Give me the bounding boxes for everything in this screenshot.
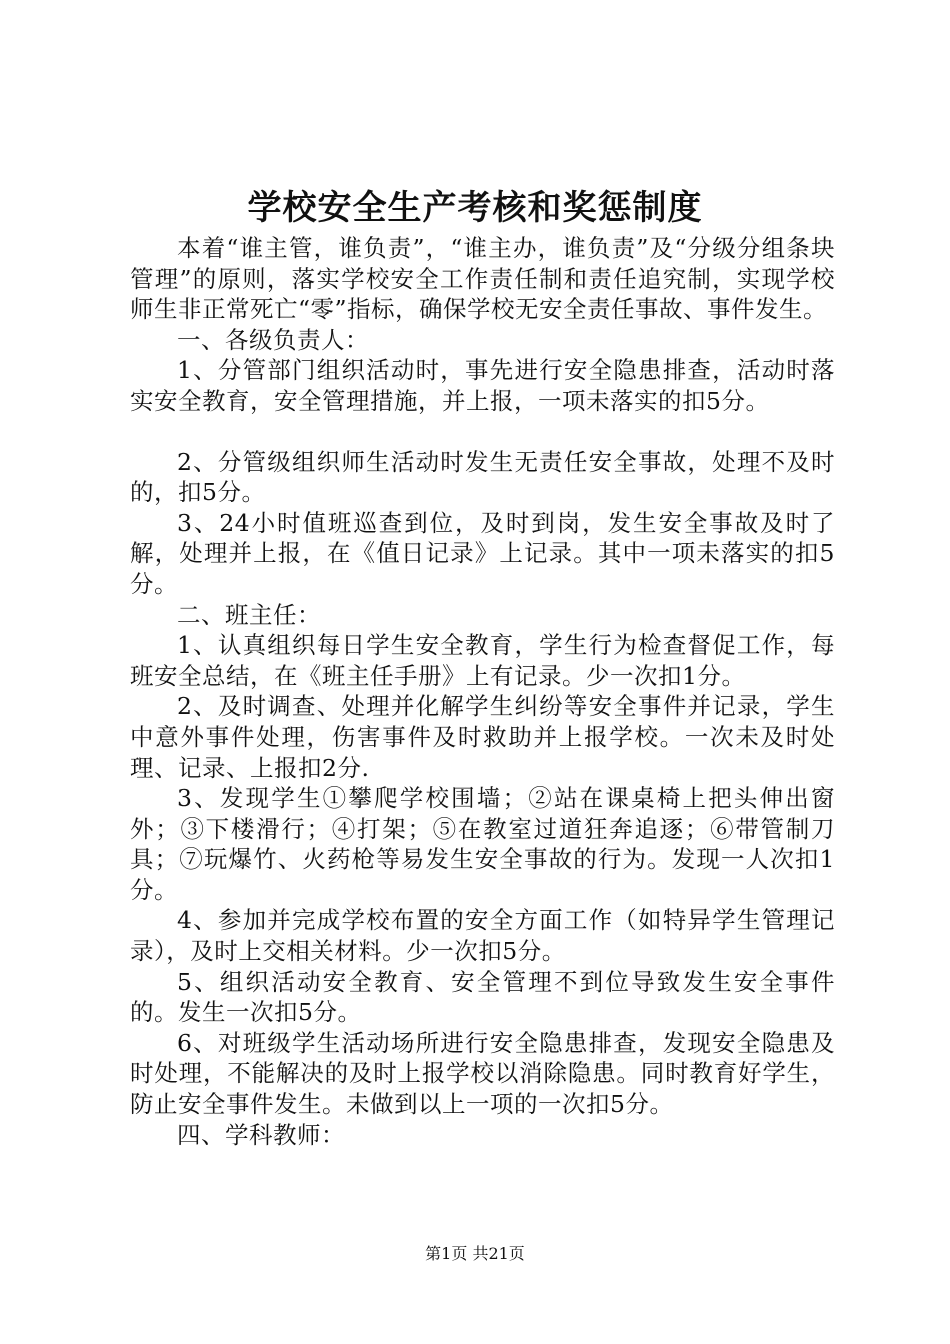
section-heading-2: 二、班主任：: [177, 600, 321, 629]
paragraph-item: 6、对班级学生活动场所进行安全隐患排查，发现安全隐患及时处理，不能解决的及时上报学校以消除隐患。同时教育好学生，防止安全事件发生。未做到以上一项的一次扣5分。: [130, 1028, 835, 1119]
page-number-footer: 第1页 共21页: [425, 1244, 525, 1263]
document-title: 学校安全生产考核和奖惩制度: [247, 188, 703, 228]
section-heading-1: 一、各级负责人：: [177, 325, 369, 354]
paragraph-item: 2、及时调查、处理并化解学生纠纷等安全事件并记录，学生中意外事件处理，伤害事件及时救助并上报学校。一次未及时处理、记录、上报扣2分.: [130, 692, 835, 782]
paragraph-item: 3、24小时值班巡查到位，及时到岗，发生安全事故及时了解，处理并上报，在《值日记录》上记录。其中一项未落实的扣5分。: [130, 508, 835, 598]
paragraph-item: 4、参加并完成学校布置的安全方面工作（如特异学生管理记录），及时上交相关材料。少一次扣5分。: [130, 906, 835, 966]
document-body: [130, 233, 835, 1150]
paragraph-item: 3、发现学生①攀爬学校围墙；②站在课桌椅上把头伸出窗外；③下楼滑行；④打架；⑤在教室过道狂奔追逐；⑥带管制刀具；⑦玩爆竹、火药枪等易发生安全事故的行为。发现一人次扣1分。: [130, 784, 835, 904]
paragraph-item: 1、分管部门组织活动时，事先进行安全隐患排查，活动时落实安全教育，安全管理措施，并上报，一项未落实的扣5分。: [130, 356, 835, 415]
section-heading-4: 四、学科教师：: [177, 1120, 345, 1149]
paragraph-item: 1、认真组织每日学生安全教育，学生行为检查督促工作，每班安全总结，在《班主任手册》上有记录。少一次扣1分。: [130, 631, 835, 690]
paragraph-item: 2、分管级组织师生活动时发生无责任安全事故，处理不及时的，扣5分。: [130, 447, 835, 507]
paragraph-intro: 本着“谁主管，谁负责”，“谁主办，谁负责”及“分级分组条块管理”的原则，落实学校安全工作责任制和责任追究制，实现学校师生非正常死亡“零”指标，确保学校无安全责任事故、事件发生。: [130, 234, 835, 324]
paragraph-item: 5、组织活动安全教育、安全管理不到位导致发生安全事件的。发生一次扣5分。: [130, 967, 835, 1027]
